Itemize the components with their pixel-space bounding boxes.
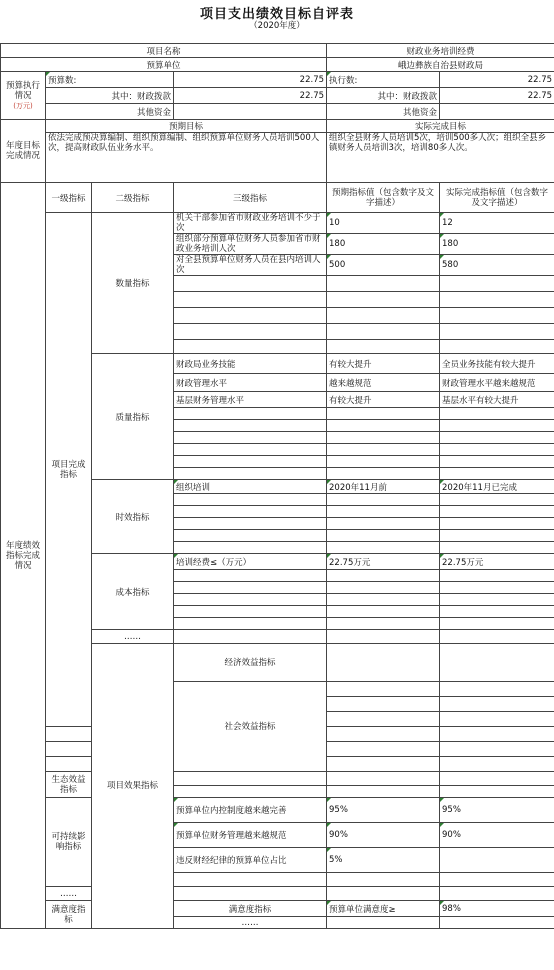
satisfaction-ellipsis: …… (174, 917, 327, 929)
col-expected-header: 预期指标值（包含数字及文字描述） (327, 183, 440, 213)
goals-section-label: 年度目标完成情况 (1, 120, 46, 183)
other-exec-label: 其他资金 (327, 104, 440, 120)
fiscal-label: 其中：财政拨款 (46, 88, 174, 104)
indicator-expected: 22.75万元 (327, 554, 440, 570)
indicator-expected: 2020年11月前 (327, 480, 440, 494)
indicator-actual: 12 (440, 213, 554, 234)
project-name-label: 项目名称 (1, 44, 327, 58)
col-level3-header: 三级指标 (174, 183, 327, 213)
effect-ellipsis: …… (46, 887, 92, 901)
col-level1-header: 一级指标 (46, 183, 92, 213)
expected-goal-text: 依法完成预决算编制、组织预算编制、组织预算单位财务人员培训500人次，提高财政队伍业务水平。 (46, 133, 327, 183)
indicator-actual: 90% (440, 823, 554, 848)
indicator-name: 组织培训 (174, 480, 327, 494)
unit-label: 预算单位 (1, 58, 327, 72)
unit-value: 峨边彝族自治县财政局 (327, 58, 554, 72)
indicator-name: 预算单位财务管理越来越规范 (174, 823, 327, 848)
social-label: 社会效益指标 (174, 682, 327, 772)
indicator-name: 组织部分预算单位财务人员参加省市财政业务培训人次 (174, 234, 327, 255)
indicator-name: 违反财经纪律的预算单位占比 (174, 848, 327, 873)
indicator-expected: 98% (440, 901, 554, 917)
indicator-actual: 180 (440, 234, 554, 255)
economic-label: 经济效益指标 (174, 644, 327, 682)
ecological-label: 生态效益指标 (46, 772, 92, 798)
actual-goal-header: 实际完成目标 (327, 120, 554, 133)
budget-value: 22.75 (174, 72, 327, 88)
other-exec-value (440, 104, 554, 120)
indicator-actual: 财政管理水平越来越规范 (440, 374, 554, 392)
col-level2-header: 二级指标 (92, 183, 174, 213)
budget-unit-note: (万元) (13, 101, 33, 110)
actual-goal-text: 组织全县财务人员培训5次，培训500多人次；组织全县乡镇财务人员培训3次，培训80多人次。 (327, 133, 554, 183)
timeliness-label: 时效指标 (92, 480, 174, 554)
indicator-name: 财政管理水平 (174, 374, 327, 392)
indicator-actual: 全员业务技能有较大提升 (440, 354, 554, 374)
indicator-actual: 2020年11月已完成 (440, 480, 554, 494)
budget-section-label: 预算执行情况 (万元) (1, 72, 46, 120)
indicator-name: 培训经费≤（万元） (174, 554, 327, 570)
indicator-name: 对全县预算单位财务人员在县内培训人次 (174, 255, 327, 276)
exec-label: 执行数: (327, 72, 440, 88)
indicator-expected: 180 (327, 234, 440, 255)
cost-label: 成本指标 (92, 554, 174, 630)
fiscal-exec-label: 其中：财政拨款 (327, 88, 440, 104)
indicator-name: 基层财务管理水平 (174, 392, 327, 408)
indicator-expected: 有较大提升 (327, 392, 440, 408)
budget-label: 预算数: (46, 72, 174, 88)
indicator-expected: 5% (327, 848, 440, 873)
exec-value: 22.75 (440, 72, 554, 88)
indicator-name: 预算单位满意度≥ (327, 901, 440, 917)
fiscal-budget-value: 22.75 (174, 88, 327, 104)
expected-goal-header: 预期目标 (46, 120, 327, 133)
indicator-actual: 基层水平有较大提升 (440, 392, 554, 408)
indicator-expected: 90% (327, 823, 440, 848)
sustainable-label: 可持续影响指标 (46, 798, 92, 887)
indicator-actual: 580 (440, 255, 554, 276)
indicator-actual (440, 848, 554, 873)
satisfaction-indicator-label: 满意度指标 (46, 901, 92, 929)
indicator-name: 财政局业务技能 (174, 354, 327, 374)
output-indicator-label: 项目完成指标 (46, 213, 92, 727)
indicator-name: 预算单位内控制度越来越完善 (174, 798, 327, 823)
page-title: 项目支出绩效目标自评表 (199, 7, 354, 22)
col-actual-header: 实际完成指标值（包含数字及文字描述） (440, 183, 554, 213)
indicator-expected: 95% (327, 798, 440, 823)
indicator-expected: 10 (327, 213, 440, 234)
other-label: 其他资金 (46, 104, 174, 120)
evaluation-table (0, 43, 554, 929)
effect-indicator-label: 项目效果指标 (92, 644, 174, 929)
cost-ellipsis: …… (92, 630, 174, 644)
indicator-actual: 22.75万元 (440, 554, 554, 570)
indicator-expected: 越来越规范 (327, 374, 440, 392)
indicators-section-label: 年度绩效指标完成情况 (1, 183, 46, 929)
fiscal-exec-value: 22.75 (440, 88, 554, 104)
satisfaction-label: 满意度指标 (174, 901, 327, 917)
quality-label: 质量指标 (92, 354, 174, 480)
quantity-label: 数量指标 (92, 213, 174, 354)
indicator-expected: 500 (327, 255, 440, 276)
indicator-name: 机关干部参加省市财政业务培训不少于次 (174, 213, 327, 234)
project-name-value: 财政业务培训经费 (327, 44, 554, 58)
indicator-actual: 95% (440, 798, 554, 823)
indicator-expected: 有较大提升 (327, 354, 440, 374)
other-budget-value (174, 104, 327, 120)
page-subtitle: （2020年度） (249, 21, 305, 31)
